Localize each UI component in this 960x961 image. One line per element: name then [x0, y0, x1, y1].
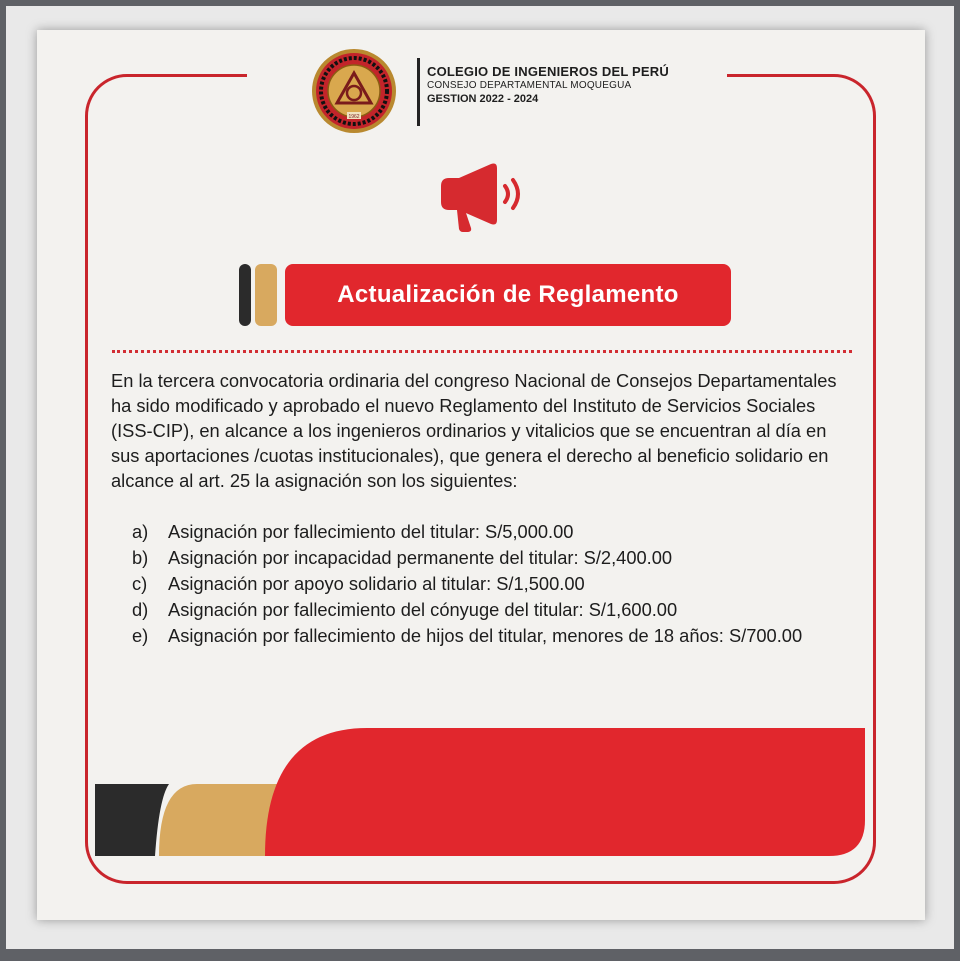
list-marker: d)	[132, 599, 149, 620]
list-marker: b)	[132, 547, 149, 568]
deco-dark-shape	[95, 784, 169, 856]
list-text: Asignación por incapacidad permanente del titular: S/2,400.00	[168, 547, 673, 568]
bottom-decoration	[37, 30, 925, 920]
list-text: Asignación por apoyo solidario al titular: S/1,500.00	[168, 573, 585, 594]
list-text: Asignación por fallecimiento del cónyuge del titular: S/1,600.00	[168, 599, 678, 620]
list-text: Asignación por fallecimiento de hijos del titular, menores de 18 años: S/700.00	[168, 625, 803, 646]
list-marker: c)	[132, 573, 148, 594]
list-text: Asignación por fallecimiento del titular: S/5,000.00	[168, 521, 574, 542]
term: GESTION 2022 - 2024	[427, 92, 539, 105]
deco-gold-shape	[159, 784, 277, 856]
poster	[37, 30, 925, 920]
list-marker: a)	[132, 521, 149, 542]
deco-red-shape	[265, 728, 865, 856]
list-marker: e)	[132, 625, 149, 646]
seal-year: 1962	[348, 114, 360, 120]
body-paragraph: En la tercera convocatoria ordinaria del congreso Nacional de Consejos Departamentales ha sido modificado y aprobado el nuevo Reglamento del Instituto de Servicios Sociales (ISS-CIP), en alcance a los ingenieros ordinarios y vitalicios que se encuentran al día en sus aportaciones /cuotas institucionales), que genera el derecho al beneficio solidario en alcance al art. 25 la asignación son los siguientes:	[111, 370, 837, 491]
page-title: Actualización de Reglamento	[285, 264, 731, 326]
org-name: COLEGIO DE INGENIEROS DEL PERÚ	[427, 64, 669, 79]
council-name: CONSEJO DEPARTAMENTAL MOQUEGUA	[427, 80, 632, 92]
